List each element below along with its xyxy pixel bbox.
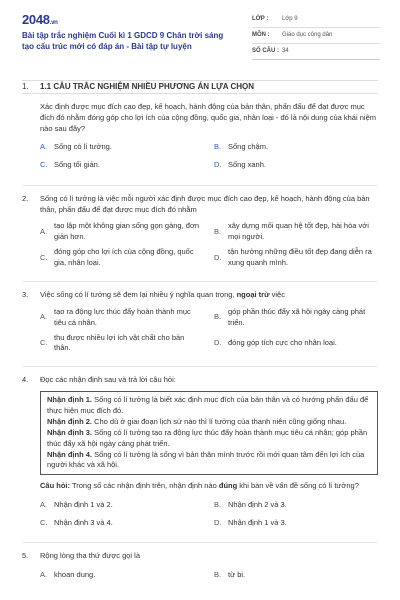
option-c[interactable] bbox=[40, 333, 214, 355]
option-c[interactable] bbox=[40, 247, 214, 269]
options-list bbox=[40, 498, 378, 534]
statement-text: Sống có lí tưởng là biết xác định mục đích của bản thân và có hướng phấn đấu để thực hiện mục đích đó. bbox=[47, 395, 369, 415]
meta-row-grade bbox=[252, 12, 380, 28]
question-text bbox=[40, 290, 378, 301]
statement-label: Nhận định 4. bbox=[47, 449, 92, 459]
question-number: 3. bbox=[22, 289, 29, 299]
document-header bbox=[0, 0, 400, 74]
part-number: 1. bbox=[22, 82, 29, 92]
option-letter: B. bbox=[214, 312, 222, 322]
option-c[interactable] bbox=[40, 159, 214, 173]
option-a[interactable] bbox=[40, 307, 214, 329]
meta-key: MÔN : bbox=[252, 32, 270, 39]
statement-text: Cho dù ở giai đoạn lịch sử nào thì lí tưởng của thanh niên cũng giống nhau. bbox=[92, 416, 347, 426]
option-text: thu được nhiều lợi ích vật chất cho bản thân. bbox=[54, 332, 185, 353]
option-a[interactable] bbox=[40, 141, 214, 155]
question-number: 5. bbox=[22, 551, 29, 561]
option-letter: B. bbox=[214, 226, 222, 236]
option-a[interactable] bbox=[40, 498, 214, 512]
divider bbox=[22, 185, 378, 186]
option-text: từ bi. bbox=[228, 569, 246, 579]
question-text-part: việc bbox=[269, 289, 285, 299]
option-text: Nhận định 3 và 4. bbox=[54, 517, 113, 527]
option-b[interactable] bbox=[214, 221, 388, 243]
option-d[interactable] bbox=[214, 159, 388, 173]
options-list bbox=[40, 568, 378, 586]
option-d[interactable] bbox=[214, 247, 388, 269]
sub-question-emphasis: đúng bbox=[218, 481, 238, 491]
question-number: 4. bbox=[22, 375, 29, 385]
sub-question-text: Trong số các nhận định trên, nhận định nào bbox=[70, 481, 219, 491]
option-text: tận hưởng những điều tốt đẹp đang diễn ra xung quanh mình. bbox=[228, 247, 372, 267]
statement-text: Sống có lí tưởng là sống vì bản thân mình trước rồi mới quan tâm đến lợi ích của người khác và xã hội. bbox=[47, 449, 365, 470]
option-text: Sống chậm. bbox=[228, 142, 269, 152]
option-letter: D. bbox=[214, 252, 222, 262]
option-text: Sống có lí tưởng. bbox=[54, 142, 112, 152]
divider bbox=[22, 281, 378, 282]
part-title: 1.1 CÂU TRẮC NGHIỆM NHIỀU PHƯƠNG ÁN LỰA CHỌN bbox=[40, 82, 255, 92]
option-letter: B. bbox=[214, 499, 222, 509]
meta-value: Giáo dục công dân bbox=[282, 32, 333, 39]
option-text: Nhận định 1 và 2. bbox=[54, 499, 113, 509]
option-c[interactable] bbox=[40, 516, 214, 530]
question-number: 2. bbox=[22, 193, 29, 203]
option-d[interactable] bbox=[214, 333, 388, 355]
statement-label: Nhận định 3. bbox=[47, 427, 92, 437]
meta-key: LỚP : bbox=[252, 16, 269, 23]
option-b[interactable] bbox=[214, 307, 388, 329]
sub-question bbox=[40, 481, 378, 492]
option-letter: C. bbox=[40, 252, 48, 262]
option-text: góp phần thúc đẩy xã hội ngày càng phát triển. bbox=[228, 306, 366, 327]
option-b[interactable] bbox=[214, 568, 388, 582]
option-letter: A. bbox=[40, 312, 48, 322]
option-text: khoan dung. bbox=[54, 569, 96, 579]
option-letter: A. bbox=[40, 499, 48, 509]
statement-2 bbox=[47, 417, 371, 428]
question-text-emphasis: ngoại trừ bbox=[236, 289, 270, 299]
option-letter: B. bbox=[214, 569, 222, 579]
option-letter: D. bbox=[214, 337, 222, 347]
question-5 bbox=[22, 551, 378, 586]
meta-value: 34 bbox=[282, 48, 289, 55]
question-text: Đọc các nhận định sau và trả lời câu hỏi: bbox=[40, 375, 176, 385]
option-text: tạo ra động lực thúc đẩy hoàn thành mục tiêu cá nhân. bbox=[54, 306, 191, 327]
meta-table bbox=[252, 12, 380, 60]
site-logo[interactable] bbox=[22, 11, 58, 30]
logo-text: 2048 bbox=[22, 12, 50, 27]
question-number bbox=[22, 102, 40, 135]
statement-4 bbox=[47, 450, 371, 472]
question-text: Rộng lòng tha thứ được gọi là bbox=[40, 551, 141, 561]
meta-value: Lớp 9 bbox=[282, 16, 298, 23]
options-list bbox=[40, 141, 378, 177]
option-text: Nhận định 1 và 3. bbox=[228, 517, 287, 527]
option-d[interactable] bbox=[214, 516, 388, 530]
question-text: Sống có lí tưởng là việc mỗi người xác định được mục đích cao đẹp, kế hoạch, hành động của bản thân, phấn đấu để đạt được mục đích đó nhằm bbox=[40, 193, 370, 214]
statement-1 bbox=[47, 395, 371, 417]
meta-row-subject bbox=[252, 28, 380, 44]
option-letter: D. bbox=[214, 517, 222, 527]
option-b[interactable] bbox=[214, 141, 388, 155]
option-text: tạo lập một không gian sống gọn gàng, đơn giản hơn. bbox=[54, 221, 200, 242]
option-letter: A. bbox=[40, 569, 48, 579]
options-list bbox=[40, 221, 378, 273]
option-text: đóng góp cho lợi ích của cộng đồng, quốc gia, nhân loại. bbox=[54, 247, 194, 267]
logo-suffix: .vn bbox=[49, 20, 58, 26]
option-text: xây dựng mối quan hệ tốt đẹp, hài hòa với mọi người. bbox=[228, 221, 369, 242]
option-text: Sống xanh. bbox=[228, 160, 266, 170]
sub-question-label: Câu hỏi: bbox=[40, 481, 70, 491]
question-text: Xác định được mục đích cao đẹp, kế hoạch, hành động của bản thân, phấn đấu để đạt được mục đích đó nhằm đóng góp cho lợi ích của cộng đồng, quốc gia, nhân loại - đó là nội dung của khái niệm nào sau đây? bbox=[40, 102, 376, 133]
question-1 bbox=[22, 102, 378, 177]
option-b[interactable] bbox=[214, 498, 388, 512]
option-a[interactable] bbox=[40, 568, 214, 582]
divider bbox=[22, 366, 378, 367]
question-3 bbox=[22, 290, 378, 358]
option-letter: A. bbox=[40, 142, 48, 152]
statements-box bbox=[40, 391, 378, 475]
option-letter: B. bbox=[214, 142, 222, 152]
statement-text: Sống có lí tưởng tạo ra động lực thúc đẩy hoàn thành mục tiêu cá nhân; góp phần thúc đẩy xã hội ngày càng phát triển. bbox=[47, 427, 368, 448]
question-text-part: Việc sống có lí tưởng sẽ đem lại nhiều ý nghĩa quan trọng, bbox=[40, 289, 237, 299]
question-content bbox=[22, 80, 378, 594]
option-letter: D. bbox=[214, 160, 222, 170]
question-2 bbox=[22, 194, 378, 273]
statement-3 bbox=[47, 428, 371, 450]
option-letter: C. bbox=[40, 160, 48, 170]
option-text: đóng góp tích cực cho nhân loại. bbox=[228, 337, 337, 347]
options-list bbox=[40, 307, 378, 359]
meta-key: SỐ CÂU : bbox=[252, 48, 279, 55]
option-a[interactable] bbox=[40, 221, 214, 243]
document-title: Bài tập trắc nghiệm Cuối kì 1 GDCD 9 Chân trời sáng tạo cấu trúc mới có đáp án - Bài tập tự luyện bbox=[22, 31, 224, 52]
option-letter: C. bbox=[40, 337, 48, 347]
statement-label: Nhận định 2. bbox=[47, 416, 92, 426]
option-letter: A. bbox=[40, 226, 48, 236]
statement-label: Nhận định 1. bbox=[47, 395, 92, 405]
option-text: Sống tối giản. bbox=[54, 160, 100, 170]
question-4 bbox=[22, 375, 378, 534]
divider bbox=[22, 542, 378, 543]
meta-row-count bbox=[252, 44, 380, 60]
option-letter: C. bbox=[40, 517, 48, 527]
part-heading bbox=[22, 80, 378, 94]
sub-question-text: khi bàn về vấn đề sống có lí tưởng? bbox=[237, 481, 359, 491]
option-text: Nhận định 2 và 3. bbox=[228, 499, 287, 509]
